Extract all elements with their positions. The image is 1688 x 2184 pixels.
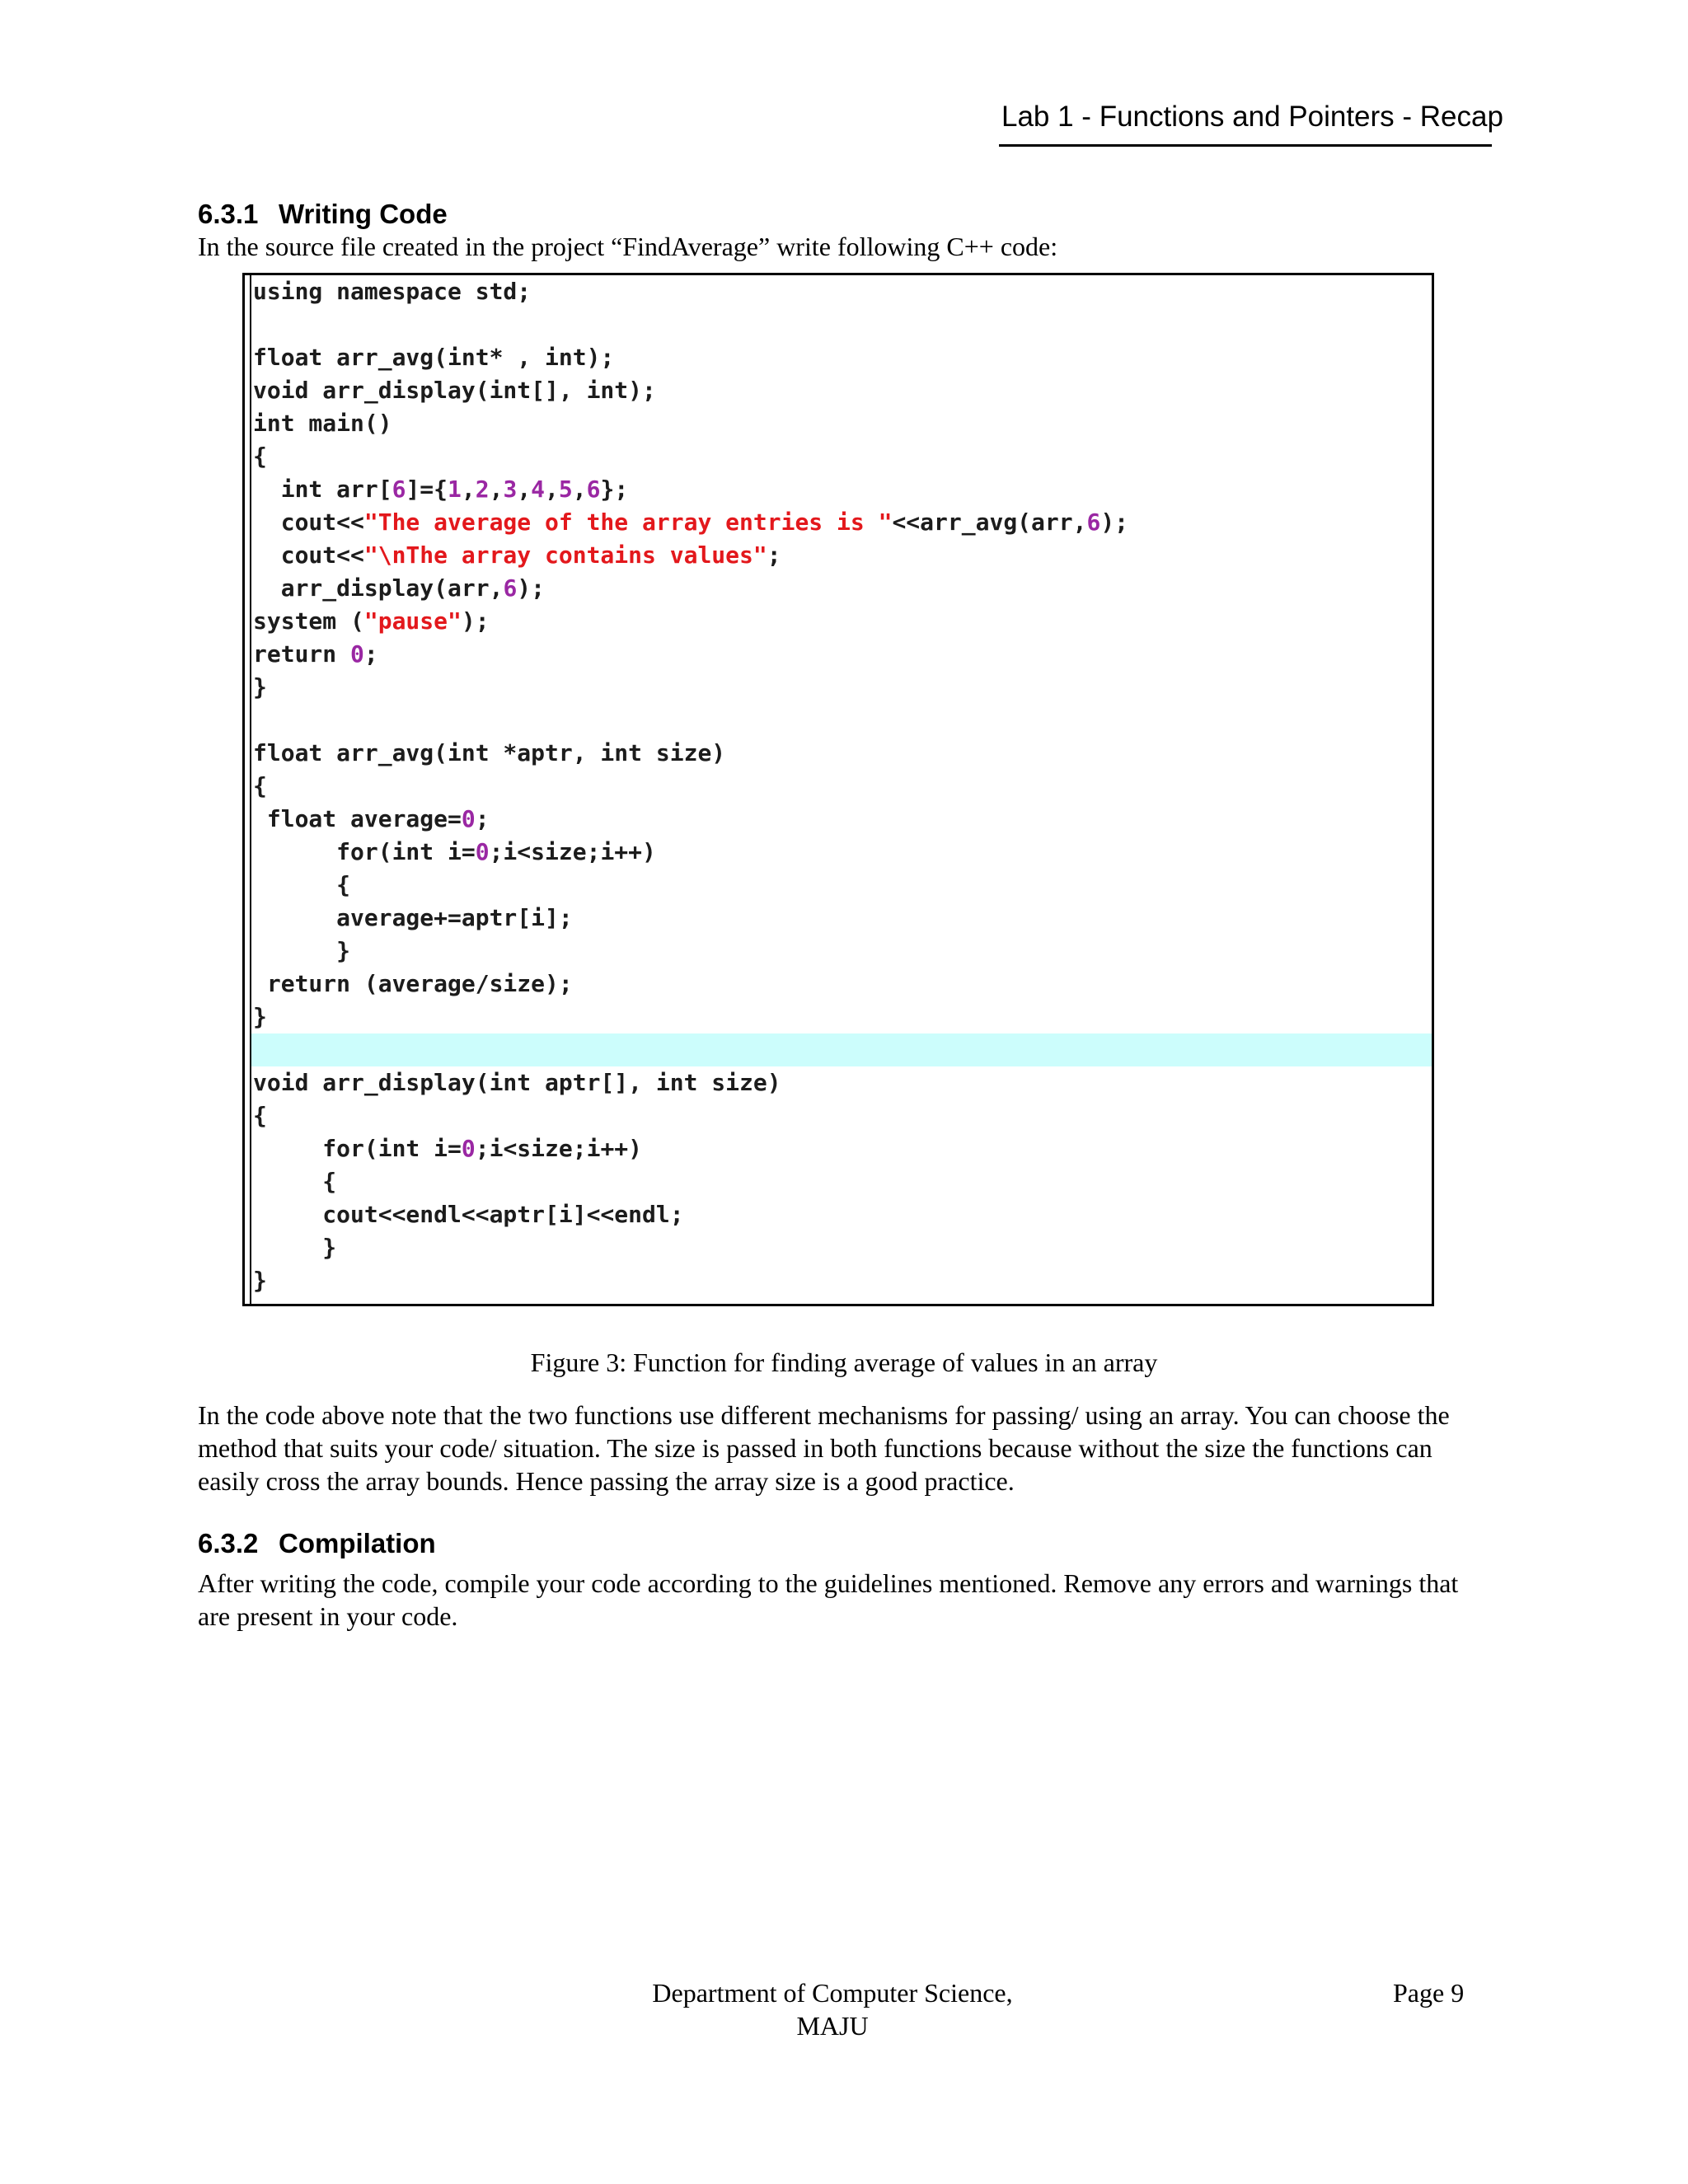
code-line	[251, 308, 1432, 341]
intro-paragraph: In the source file created in the project “FindAverage” write following C++ code:	[198, 232, 1058, 261]
code-line: cout<<endl<<aptr[i]<<endl;	[253, 1201, 684, 1228]
header-rule	[999, 144, 1492, 147]
code-line: float arr_avg(int* , int);	[253, 344, 615, 371]
section-heading-writing-code	[198, 196, 448, 232]
code-line: float arr_avg(int *aptr, int size)	[253, 739, 726, 766]
section-number: 6.3.2	[198, 1528, 259, 1558]
code-line	[251, 704, 1432, 737]
code-line: }	[253, 673, 267, 701]
section-heading-compilation	[198, 1526, 436, 1562]
code-line: {	[253, 443, 267, 470]
code-line: arr_display(arr,6);	[253, 574, 546, 602]
code-line: int main()	[253, 410, 392, 437]
code-line: {	[253, 1102, 267, 1129]
code-line: for(int i=0;i<size;i++)	[253, 1135, 643, 1162]
code-line: system ("pause");	[253, 607, 490, 635]
code-line: float average=0;	[253, 805, 490, 832]
code-line: {	[253, 871, 351, 898]
footer-department-line: Department of Computer Science,	[652, 1978, 1013, 2008]
code-line: cout<<"\nThe array contains values";	[253, 541, 781, 569]
section-title: Writing Code	[279, 199, 448, 229]
section-number: 6.3.1	[198, 199, 259, 229]
code-line: return 0;	[253, 640, 378, 668]
code-line: void arr_display(int aptr[], int size)	[253, 1069, 781, 1096]
code-listing	[242, 273, 1434, 1306]
code-line: return (average/size);	[253, 970, 573, 997]
code-line: using namespace std;	[253, 278, 532, 305]
code-line: }	[253, 937, 351, 964]
code-line: for(int i=0;i<size;i++)	[253, 838, 656, 865]
code-line: void arr_display(int[], int);	[253, 377, 656, 404]
code-line: {	[253, 772, 267, 799]
code-line: int arr[6]={1,2,3,4,5,6};	[253, 476, 629, 503]
code-line: cout<<"The average of the array entries is "<<arr_avg(arr,6);	[253, 509, 1129, 536]
code-listing-body	[250, 275, 1432, 1304]
header-title: Lab 1 - Functions and Pointers - Recap	[1001, 101, 1503, 133]
section-title: Compilation	[279, 1528, 436, 1558]
footer-department	[577, 1976, 1088, 2042]
code-line: }	[253, 1267, 267, 1294]
explanation-paragraph: In the code above note that the two functions use different mechanisms for passing/ using an array. You can choose the method that suits your code/ situation. The size is passed in both functions because without the size the functions can easily cross the array bounds. Hence passing the array size is a good practice.	[198, 1400, 1450, 1496]
code-line: }	[253, 1003, 267, 1030]
footer-page-number: Page 9	[1393, 1978, 1465, 2008]
code-line: }	[253, 1234, 337, 1261]
compilation-paragraph: After writing the code, compile your code according to the guidelines mentioned. Remove any errors and warnings that are present in your code.	[198, 1568, 1459, 1631]
code-line: {	[253, 1168, 337, 1195]
code-line	[251, 1033, 1432, 1066]
code-line: average+=aptr[i];	[253, 904, 573, 931]
figure-caption: Figure 3: Function for finding average of values in an array	[530, 1347, 1158, 1377]
footer-department-line: MAJU	[796, 2011, 869, 2041]
